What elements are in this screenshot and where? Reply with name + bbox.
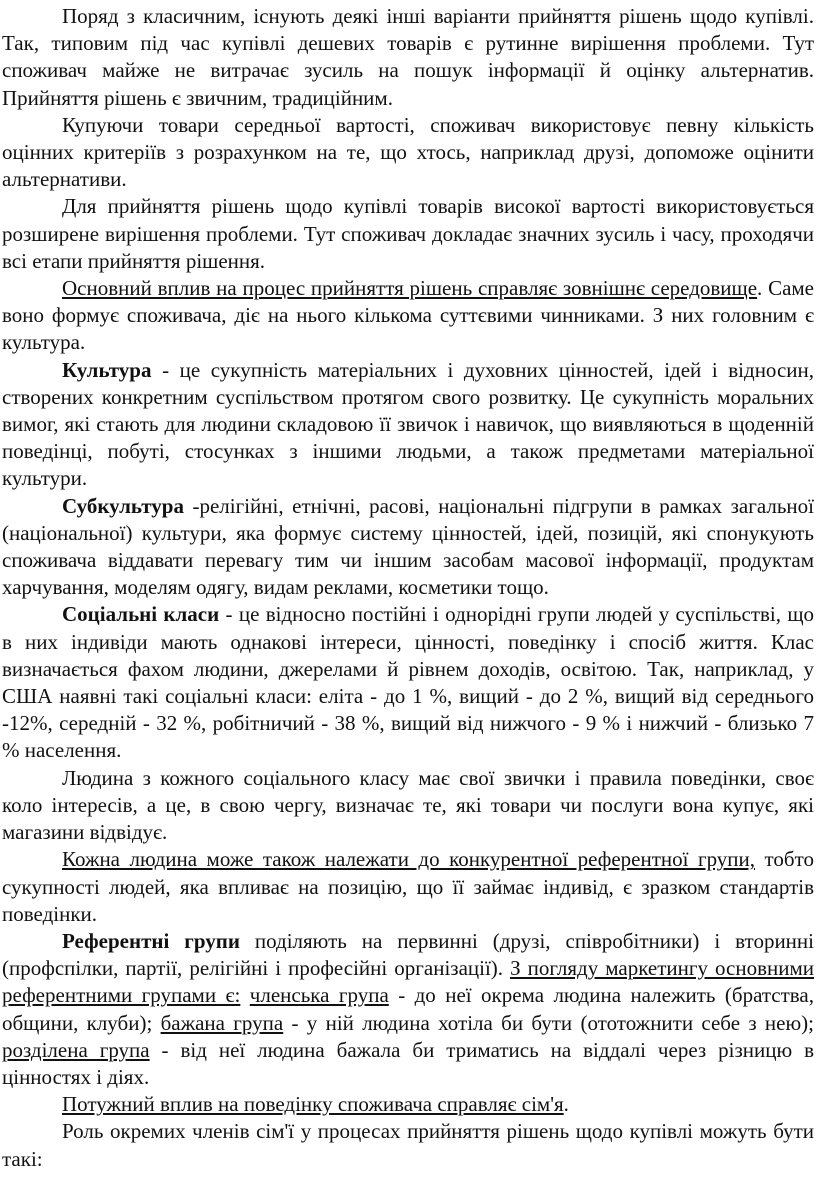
underlined-term-desired-group: бажана група [160, 1010, 284, 1035]
paragraph-text: . [563, 1092, 569, 1117]
paragraph-text: -релігійні, етнічні, расові, національні підгрупи в рамках загальної (національної) культури, яка формує систему цінностей, ідей, позицій, які спонукують споживача віддавати перевагу тим чи іншим засобам масової інформації, продуктам харчування, моделям одягу, видам реклами, косметики тощо. [2, 493, 814, 600]
underlined-term-member-group: членська група [249, 983, 389, 1008]
term-social-classes: Соціальні класи [62, 602, 220, 627]
paragraph-text: - це сукупність матеріальних і духовних цінностей, ідей і відносин, створених конкретним суспільством протягом свого розвитку. Це сукупність моральних вимог, які стають для людини складовою її звичок і навичок, що виявляються в щоденній поведінці, побуті, стосунках з іншими людьми, а також предметами матеріальної культури. [2, 357, 814, 491]
paragraph-purchase-decision-variants: Поряд з класичним, існують деякі інші варіанти прийняття рішень щодо купівлі. Так, типовим під час купівлі дешевих товарів є рутинне вирішення проблеми. Тут споживач майже не витрачає зусиль на пошук інформації й оцінку альтернатив. Прийняття рішень є звичним, традиційним. [2, 4, 814, 110]
underlined-phrase-external-environment: Основний вплив на процес прийняття рішень справляє зовнішнє середовище [62, 276, 758, 301]
paragraph-text: поділяють на первинні (друзі, співробітники) і вторинні (профспілки, партії, релігійні і професійні організації). [2, 928, 814, 981]
paragraph-text: - від неї людина бажала би триматись на віддалі через різницю в цінностях і діях. [2, 1037, 814, 1089]
paragraph-text: - у ній людина хотіла би бути (ототожнити себе з нею); [283, 1010, 814, 1035]
underlined-phrase-family-influence: Потужний вплив на поведінку споживача справляє сім'я [62, 1092, 564, 1117]
paragraph-reference-group-membership [2, 846, 814, 928]
paragraph-family-roles: Роль окремих членів сім'ї у процесах прийняття рішень щодо купівлі можуть бути такі: [2, 1119, 814, 1171]
paragraph-class-habits: Людина з кожного соціального класу має свої звички і правила поведінки, своє коло інтересів, а це, в свою чергу, визначає те, які товари чи послуги вона купує, які магазини відвідує. [2, 765, 814, 845]
paragraph-text: - це відносно постійні і однорідні групи людей у суспільстві, що в них індивіди мають однакові інтереси, цінності, поведінку і спосіб життя. Клас визначається фахом людини, джерелами й рівнем доходів, освітою. Так, наприклад, у США наявні такі соціальні класи: еліта - до 1 %, вищий - до 2 %, вищий від середнього -12%, середній - 32 %, робітничий - 38 %, вищий від нижчого - 9 % і нижчий - близько 7 % населення. [2, 602, 814, 763]
term-subculture: Субкультура [62, 493, 184, 518]
term-culture: Культура [62, 357, 152, 382]
paragraph-text: . Саме воно формує споживача, діє на нього кількома суттєвими чинниками. З них головним є культура. [2, 276, 815, 355]
paragraph-text [240, 983, 249, 1007]
paragraph-text: - до неї окрема людина належить (братства, общини, клуби); [2, 983, 814, 1035]
paragraph-external-environment [2, 275, 814, 357]
underlined-phrase-reference-group: Кожна людина може також належати до конкурентної референтної групи, [62, 847, 756, 872]
paragraph-family-influence [2, 1091, 814, 1118]
paragraph-text: тобто сукупності людей, яка впливає на позицію, що її займає індивід, є зразком стандартів поведінки. [2, 847, 814, 926]
paragraph-medium-cost-goods: Купуючи товари середньої вартості, споживач використовує певну кількість оцінних критеріїв з розрахунком на те, що хтось, наприклад друзі, допоможе оцінити альтернативи. [2, 112, 814, 192]
paragraph-culture [2, 357, 814, 493]
underlined-phrase-marketing-view: З погляду маркетингу основними референтними групами є: [2, 956, 814, 1008]
paragraph-high-cost-goods: Для прийняття рішень щодо купівлі товарів високої вартості використовується розширене вирішення проблеми. Тут споживач докладає значних зусиль і часу, проходячи всі етапи прийняття рішення. [2, 194, 814, 273]
paragraph-social-classes [2, 601, 814, 764]
term-reference-groups: Референтні групи [62, 928, 240, 953]
underlined-term-dissociative-group: розділена група [2, 1037, 150, 1062]
paragraph-subculture [2, 493, 814, 602]
paragraph-reference-groups [2, 928, 814, 1091]
